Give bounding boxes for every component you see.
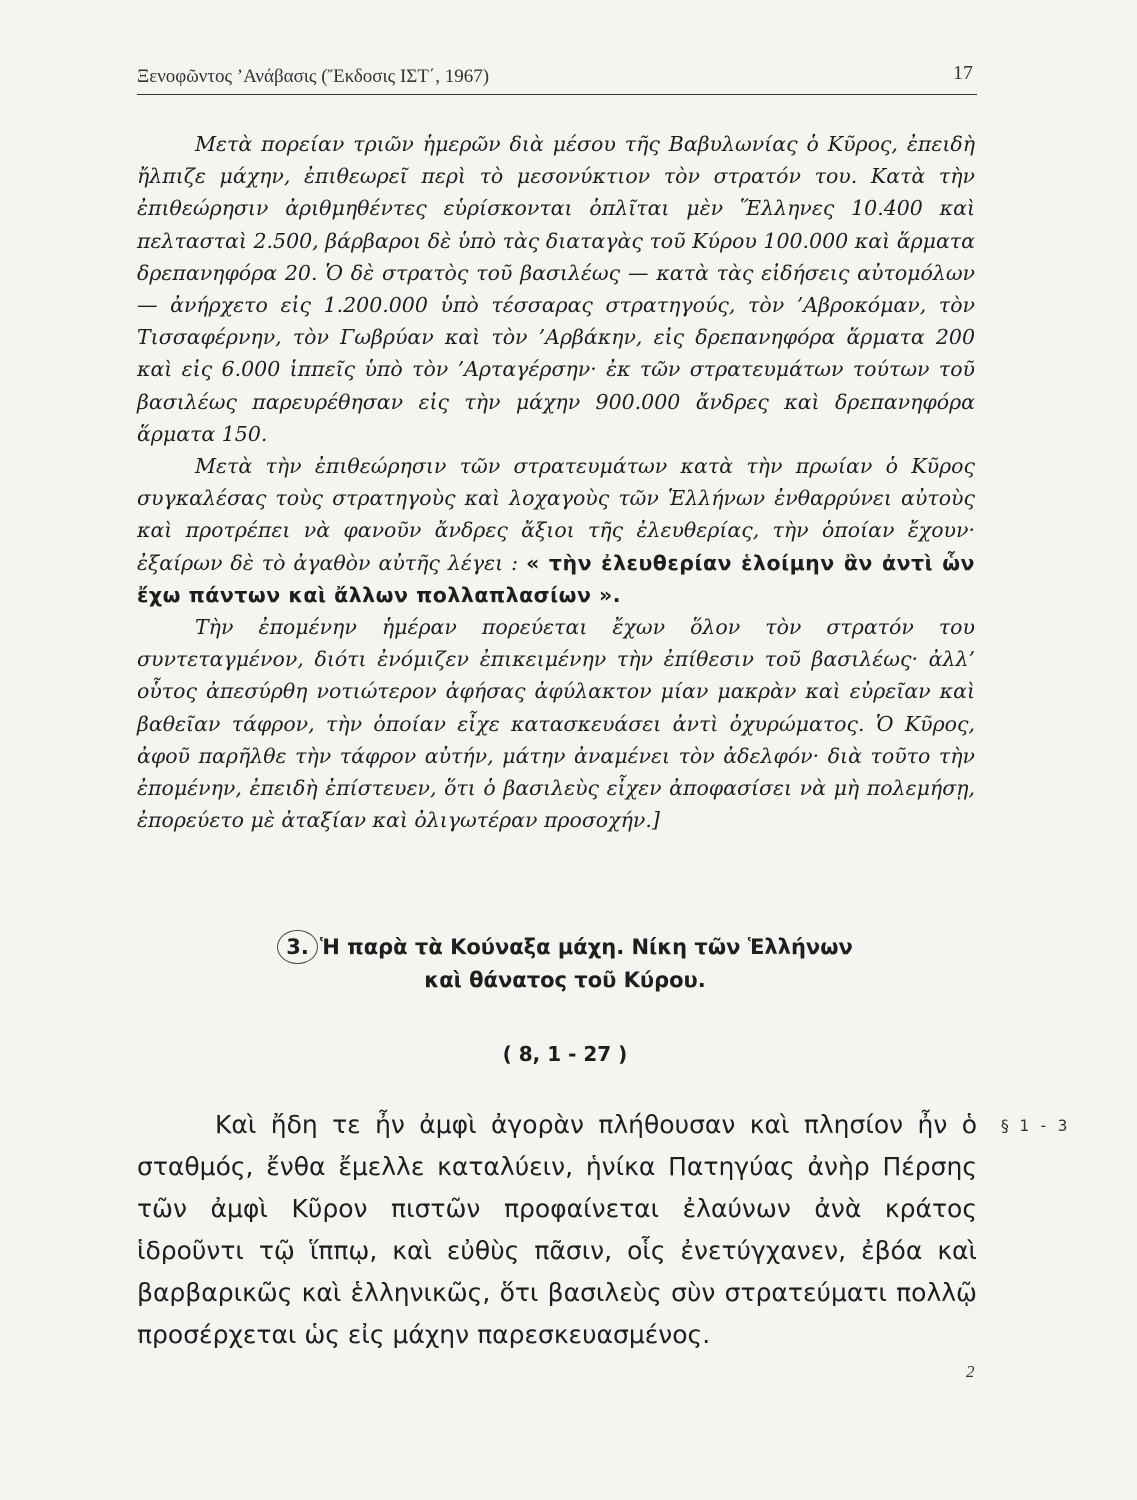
running-header (137, 62, 977, 95)
margin-note: § 1 - 3 (1000, 1116, 1068, 1135)
greek-text-paragraph: Καὶ ἤδη τε ἦν ἀμφὶ ἀγορὰν πλήθουσαν καὶ πλησίον ἦν ὁ σταθμός, ἔνθα ἔμελλε καταλύειν, ἡνίκα Πατηγύας ἀνὴρ Πέρσης τῶν ἀμφὶ Κῦρον πιστῶν προφαίνεται ἐλαύνων ἀνὰ κράτος ἱδροῦντι τῷ ἵππῳ, καὶ εὐθὺς πᾶσιν, οἷς ἐνετύγχανεν, ἐβόα καὶ βαρβαρικῶς καὶ ἑλληνικῶς, ὅτι βασιλεὺς σὺν στρατεύματι πολλῷ προσέρχεται ὡς εἰς μάχην παρεσκευασμένος. (137, 1110, 977, 1349)
section-number: 3. (277, 930, 318, 964)
greek-text-block (137, 1104, 977, 1356)
section-title-2: καὶ θάνατος τοῦ Κύρου. (424, 968, 706, 992)
summary-paragraph-3: Τὴν ἐπομένην ἡμέραν πορεύεται ἔχων ὅλον τὸν στρατόν του συντεταγμένον, διότι ἐνόμιζεν ἐπικειμένην τὴν ἐπίθεσιν τοῦ βασιλέως· ἀλλ’ οὗτος ἀπεσύρθη νοτιώτερον ἀφήσας ἀφύλακτον μίαν μακρὰν καὶ εὐρεῖαν καὶ βαθεῖαν τάφρον, τὴν ὁποίαν εἶχε κατασκευάσει ἀντὶ ὀχυρώματος. Ὁ Κῦρος, ἀφοῦ παρῆλθε τὴν τάφρον αὐτήν, μάτην ἀναμένει τὸν ἀδελφόν· διὰ τοῦτο τὴν ἐπομένην, ἐπειδὴ ἐπίστευεν, ὅτι ὁ βασιλεὺς εἶχεν ἀποφασίσει νὰ μὴ πολεμήσῃ, ἐπορεύετο μὲ ἀταξίαν καὶ ὀλιγωτέραν προσοχήν.] (137, 615, 975, 833)
cyrus-quote: « τὴν ἐλευθερίαν ἑλοίμην ἂν ἀντὶ ὧν ἔχω πάντων καὶ ἄλλων πολλαπλασίων ». (137, 550, 975, 607)
summary-paragraph-1: Μετὰ πορείαν τριῶν ἡμερῶν διὰ μέσου τῆς Βαβυλωνίας ὁ Κῦρος, ἐπειδὴ ἤλπιζε μάχην, ἐπιθεωρεῖ περὶ τὸ μεσονύκτιον τὸν στρατόν του. Κατὰ τὴν ἐπιθεώρησιν ἀριθμηθέντες εὑρίσκονται ὁπλῖται μὲν Ἕλληνες 10.400 καὶ πελτασταὶ 2.500, βάρβαροι δὲ ὑπὸ τὰς διαταγὰς τοῦ Κύρου 100.000 καὶ ἅρματα δρεπανηφόρα 20. Ὁ δὲ στρατὸς τοῦ βασιλέως — κατὰ τὰς εἰδήσεις αὐτομόλων — ἀνήρχετο εἰς 1.200.000 ὑπὸ τέσσαρας στρατηγούς, τὸν ’Αβροκόμαν, τὸν Τισσαφέρνην, τὸν Γωβρύαν καὶ τὸν ’Αρβάκην, εἰς δρεπανηφόρα ἅρματα 200 καὶ εἰς 6.000 ἱππεῖς ὑπὸ τὸν ’Αρταγέρσην· ἐκ τῶν στρατευμάτων τούτων τοῦ βασιλέως παρευρέθησαν εἰς τὴν μάχην 900.000 ἄνδρες καὶ δρεπανηφόρα ἅρματα 150. (137, 132, 975, 446)
signature-mark: 2 (966, 1362, 975, 1381)
page-number: 17 (953, 62, 973, 84)
summary-paragraph-2-text: Μετὰ τὴν ἐπιθεώρησιν τῶν στρατευμάτων κατὰ τὴν πρωίαν ὁ Κῦρος συγκαλέσας τοὺς στρατηγοὺς καὶ λοχαγοὺς τῶν Ἑλλήνων ἐνθαρρύνει αὐτοὺς καὶ προτρέπει νὰ φανοῦν ἄνδρες ἄξιοι τῆς ἐλευθερίας, τὴν ὁποίαν ἔχουν· ἐξαίρων δὲ τὸ ἀγαθὸν αὐτῆς λέγει : (137, 454, 975, 575)
section-heading-line-1 (215, 930, 915, 964)
section-reference: ( 8, 1 - 27 ) (502, 1042, 628, 1066)
header-title: Ξενοφῶντος ’Ανάβασις (Ἔκδοσις ΙΣΤ΄, 1967) (137, 66, 490, 87)
section-heading (215, 930, 915, 996)
summary-block (137, 128, 975, 836)
summary-paragraph-2 (137, 450, 975, 611)
section-title-1: Ἡ παρὰ τὰ Κούναξα μάχη. Νίκη τῶν Ἑλλήνων (319, 935, 853, 959)
